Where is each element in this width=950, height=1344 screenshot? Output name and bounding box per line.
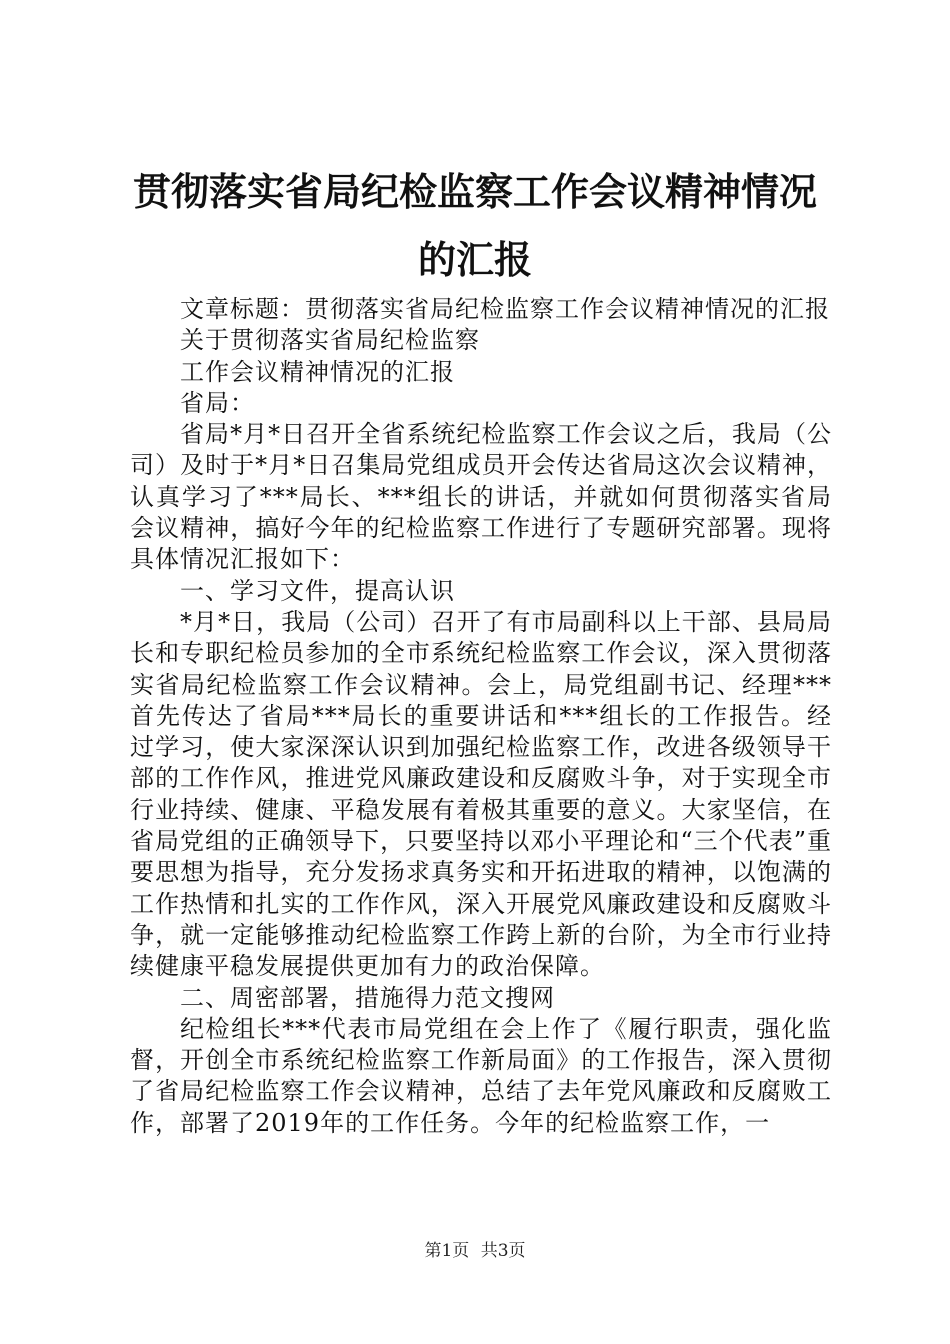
article-title-line: 文章标题：贯彻落实省局纪检监察工作会议精神情况的汇报	[180, 295, 830, 323]
heading-line-2: 工作会议精神情况的汇报	[180, 357, 455, 386]
page-number: 第1页	[424, 1241, 470, 1261]
salutation: 省局：	[180, 388, 255, 417]
document-title: 贯彻落实省局纪检监察工作会议精神情况的汇报	[132, 169, 817, 282]
paragraph-intro: 省局*月*日召开全省系统纪检监察工作会议之后，我局（公司）及时于*月*日召集局党组成员开会传达省局这次会议精神，认真学习了***局长、***组长的讲话，并就如何贯彻落实省局会议精神，搞好今年的纪检监察工作进行了专题研究部署。现将具体情况汇报如下：	[130, 420, 832, 574]
section-heading-1: 一、学习文件，提高认识	[180, 576, 455, 605]
paragraph-section-1: *月*日，我局（公司）召开了有市局副科以上干部、县局局长和专职纪检员参加的全市系统纪检监察工作会议，深入贯彻落实省局纪检监察工作会议精神。会上，局党组副书记、经理***首先传达了省局***局长的重要讲话和***组长的工作报告。经过学习，使大家深深认识到加强纪检监察工作，改进各级领导干部的工作作风，推进党风廉政建设和反腐败斗争，对于实现全市行业持续、健康、平稳发展有着极其重要的意义。大家坚信，在省局党组的正确领导下，只要坚持以邓小平理论和“三个代表”重要思想为指导，充分发扬求真务实和开拓进取的精神，以饱满的工作热情和扎实的工作作风，深入开展党风廉政建设和反腐败斗争，就一定能够推动纪检监察工作跨上新的台阶，为全市行业持续健康平稳发展提供更加有力的政治保障。	[130, 607, 832, 981]
section-heading-2: 二、周密部署，措施得力范文搜网	[180, 983, 555, 1012]
page-footer	[0, 1240, 950, 1262]
heading-line-1: 关于贯彻落实省局纪检监察	[180, 326, 480, 355]
document-body	[130, 294, 832, 1139]
page-total: 共3页	[480, 1241, 526, 1261]
paragraph-section-2: 纪检组长***代表市局党组在会上作了《履行职责，强化监督，开创全市系统纪检监察工作新局面》的工作报告，深入贯彻了省局纪检监察工作会议精神，总结了去年党风廉政和反腐败工作，部署了2019年的工作任务。今年的纪检监察工作，一	[130, 1014, 832, 1137]
